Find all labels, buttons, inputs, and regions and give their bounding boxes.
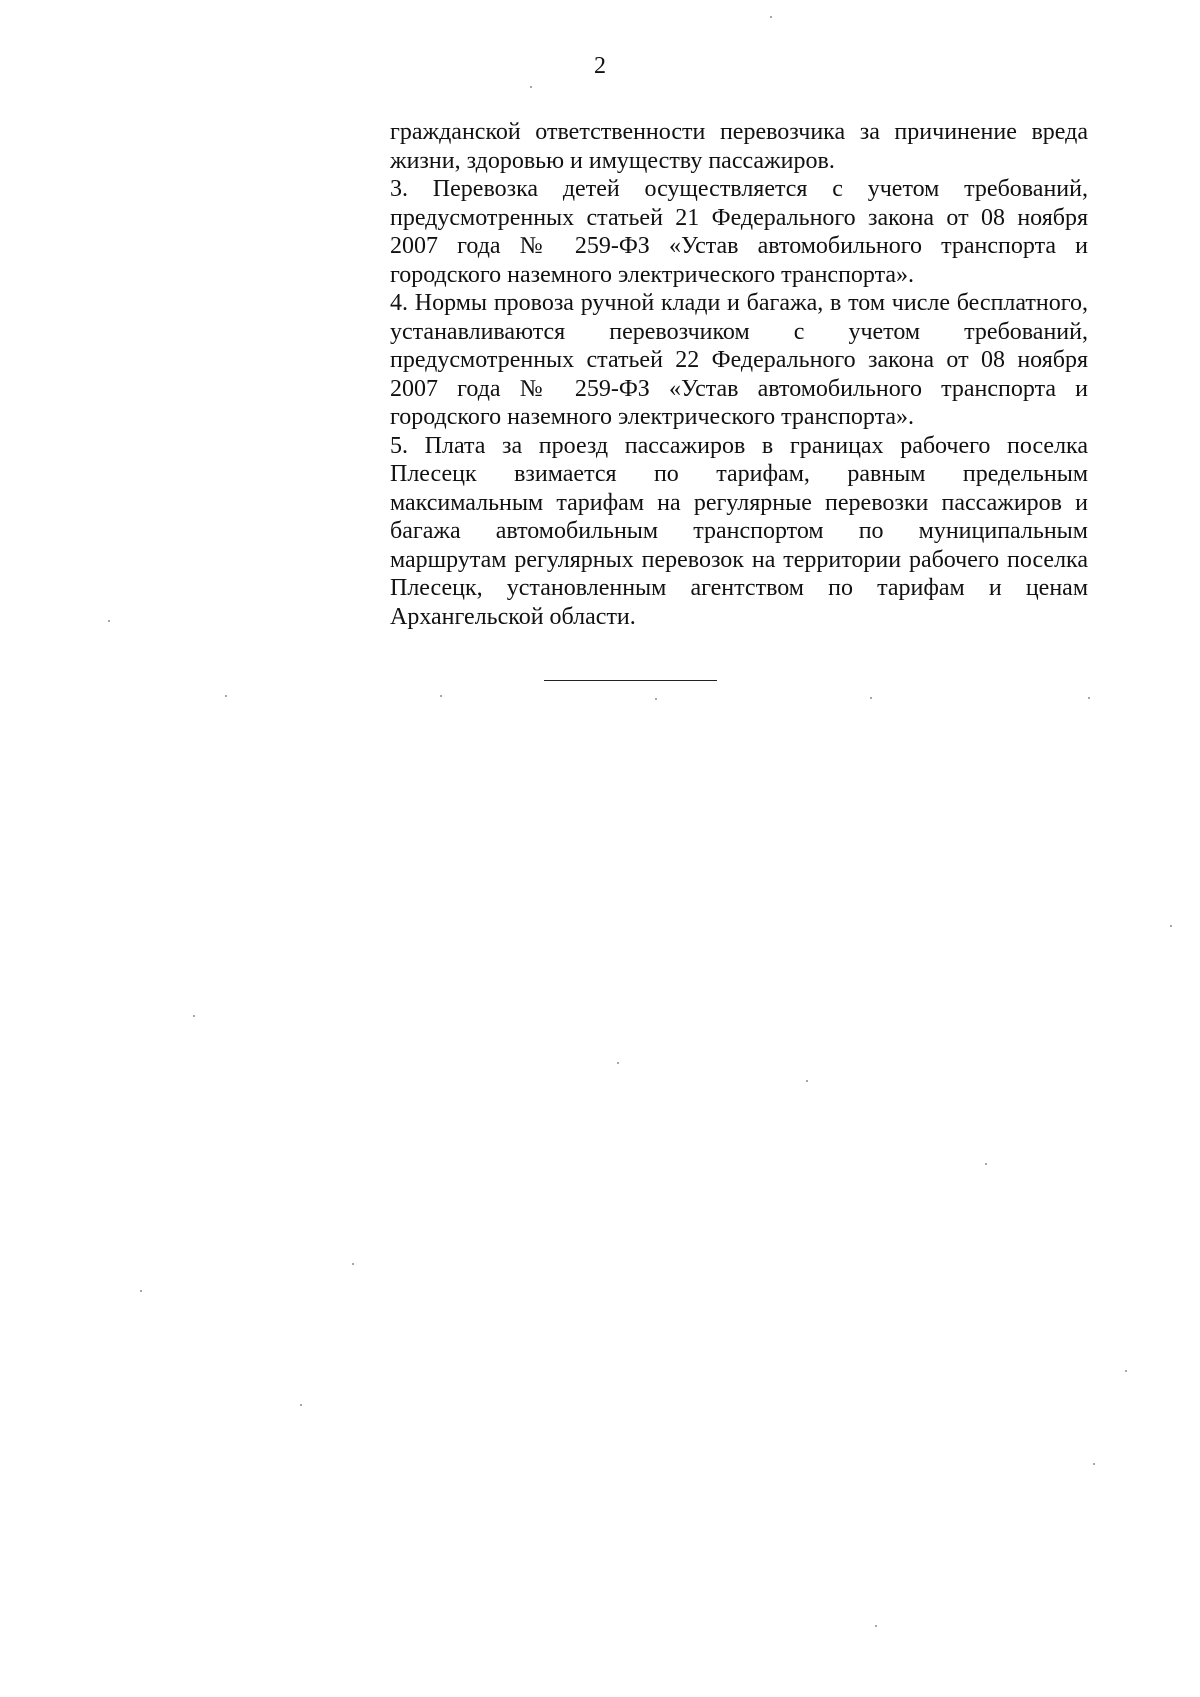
document-body: [390, 118, 1088, 631]
scan-speck: [108, 620, 110, 622]
paragraph-item-3: 3. Перевозка детей осуществляется с учетом требований, предусмотренных статьей 21 Федерального закона от 08 ноября 2007 года № 259-ФЗ «Устав автомобильного транспорта и городского наземного электрического транспорта».: [390, 176, 1088, 288]
page-number: 2: [594, 53, 606, 79]
paragraph-item-5: 5. Плата за проезд пассажиров в границах рабочего поселка Плесецк взимается по тарифам, равным предельным максимальным тарифам на регулярные перевозки пассажиров и багажа автомобильным транспортом по муниципальным маршрутам регулярных перевозок на территории рабочего поселка Плесецк, установленным агентством по тарифам и ценам Архангельской области.: [390, 432, 1088, 630]
end-of-text-rule: [544, 680, 717, 681]
scan-speck: [870, 697, 872, 699]
scan-speck: [806, 1080, 808, 1082]
scan-speck: [225, 695, 227, 697]
paragraph-continuation: гражданской ответственности перевозчика за причинение вреда жизни, здоровью и имуществу пассажиров.: [390, 119, 1088, 174]
paragraph-item-4: 4. Нормы провоза ручной клади и багажа, в том числе бесплатного, устанавливаются перевозчиком с учетом требований, предусмотренных статьей 22 Федерального закона от 08 ноября 2007 года № 259-ФЗ «Устав автомобильного транспорта и городского наземного электрического транспорта».: [390, 290, 1088, 430]
scan-speck: [1170, 925, 1172, 927]
scan-speck: [985, 1163, 987, 1165]
scan-speck: [875, 1625, 877, 1627]
scan-speck: [140, 1290, 142, 1292]
scan-speck: [300, 1404, 302, 1406]
scan-speck: [1093, 1463, 1095, 1465]
scan-speck: [655, 698, 657, 700]
scan-speck: [770, 16, 772, 18]
scan-speck: [1088, 697, 1090, 699]
scan-speck: [1125, 1370, 1127, 1372]
scan-speck: [530, 86, 532, 88]
scan-speck: [352, 1263, 354, 1265]
scan-speck: [440, 695, 442, 697]
scan-speck: [193, 1015, 195, 1017]
scan-speck: [617, 1062, 619, 1064]
